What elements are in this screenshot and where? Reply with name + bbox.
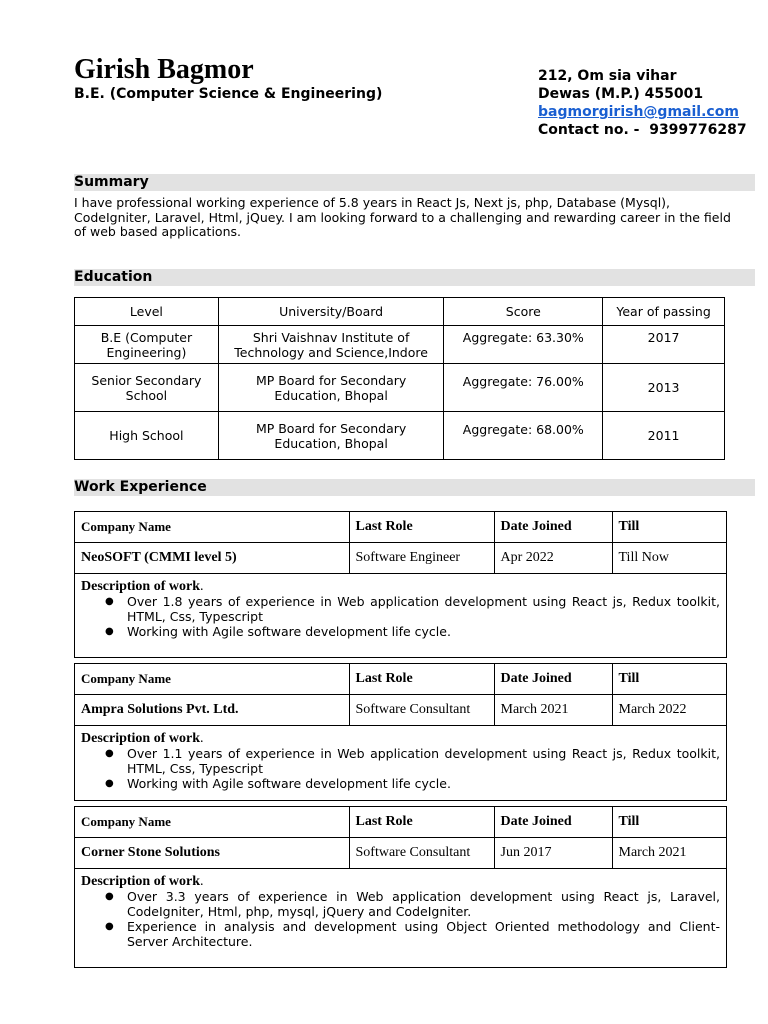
job-role: Software Consultant [349, 695, 494, 726]
job-entry [74, 663, 727, 801]
job-header-row [75, 807, 726, 838]
job-bullet-list [81, 746, 720, 791]
job-header-role: Last Role [349, 512, 494, 543]
address-line-2: Dewas (M.P.) 455001 [538, 86, 704, 102]
job-header-row [75, 664, 726, 695]
job-bullet: ● Over 1.8 years of experience in Web application development using React js, Redux toolkit, HTML, Css, Typescript [127, 594, 720, 624]
education-cell: 2017 [603, 326, 725, 364]
job-description [75, 869, 726, 949]
job-description [75, 574, 726, 639]
job-bullet: ● Over 1.1 years of experience in Web application development using React js, Redux toolkit, HTML, Css, Typescript [127, 746, 720, 776]
job-header-company: Company Name [75, 807, 349, 838]
job-header-company: Company Name [75, 664, 349, 695]
summary-text: I have professional working experience of 5.8 years in React Js, Next js, php, Database (Mysql), CodeIgniter, Laravel, Html, jQuey. I am looking forward to a challenging and rewarding career in the field of web based applications. [74, 195, 731, 239]
job-row [75, 838, 726, 869]
education-cell: High School [75, 412, 219, 460]
work-experience-heading: Work Experience [74, 479, 755, 496]
job-table [75, 512, 726, 574]
description-label: Description of work. [81, 579, 204, 594]
job-bullet-list [81, 594, 720, 639]
job-role: Software Consultant [349, 838, 494, 869]
education-header-cell: Year of passing [603, 298, 725, 326]
job-header-joined: Date Joined [494, 664, 612, 695]
description-label: Description of work. [81, 731, 204, 746]
education-cell: B.E (Computer Engineering) [75, 326, 219, 364]
description-label: Description of work. [81, 874, 204, 889]
contact-label: Contact no. - [538, 122, 640, 138]
education-header-cell: Score [444, 298, 603, 326]
contact-number-line [538, 121, 747, 139]
candidate-degree: B.E. (Computer Science & Engineering) [74, 86, 383, 102]
job-table [75, 664, 726, 726]
job-company: NeoSOFT (CMMI level 5) [75, 543, 349, 574]
job-entry [74, 511, 727, 658]
education-cell: 2011 [603, 412, 725, 460]
job-joined: Apr 2022 [494, 543, 612, 574]
education-row [75, 412, 725, 460]
job-till: March 2022 [612, 695, 726, 726]
job-header-till: Till [612, 512, 726, 543]
address-line-1: 212, Om sia vihar [538, 68, 677, 84]
job-header-row [75, 512, 726, 543]
job-description [75, 726, 726, 791]
education-cell: Aggregate: 76.00% [444, 364, 603, 412]
education-cell: 2013 [603, 364, 725, 412]
contact-number: 9399776287 [649, 122, 747, 138]
job-joined: Jun 2017 [494, 838, 612, 869]
education-table [74, 297, 725, 460]
job-header-till: Till [612, 664, 726, 695]
education-heading: Education [74, 269, 755, 286]
education-cell: MP Board for Secondary Education, Bhopal [218, 412, 444, 460]
education-cell: Senior Secondary School [75, 364, 219, 412]
job-joined: March 2021 [494, 695, 612, 726]
education-row [75, 364, 725, 412]
contact-block [538, 67, 747, 139]
job-header-company: Company Name [75, 512, 349, 543]
job-till: Till Now [612, 543, 726, 574]
education-header-cell: University/Board [218, 298, 444, 326]
education-header-cell: Level [75, 298, 219, 326]
education-row [75, 326, 725, 364]
education-header-row [75, 298, 725, 326]
job-table [75, 807, 726, 869]
summary-heading: Summary [74, 174, 755, 191]
job-entry [74, 806, 727, 968]
job-bullet-list [81, 889, 720, 949]
job-row [75, 695, 726, 726]
job-company: Ampra Solutions Pvt. Ltd. [75, 695, 349, 726]
education-cell: Aggregate: 63.30% [444, 326, 603, 364]
education-cell: Aggregate: 68.00% [444, 412, 603, 460]
job-bullet: ● Over 3.3 years of experience in Web application development using React js, Laravel, CodeIgniter, Html, php, mysql, jQuery and CodeIgniter. [127, 889, 720, 919]
job-bullet: ● Experience in analysis and development using Object Oriented methodology and Client-Server Architecture. [127, 919, 720, 949]
job-company: Corner Stone Solutions [75, 838, 349, 869]
job-header-till: Till [612, 807, 726, 838]
job-bullet: ● Working with Agile software development life cycle. [127, 776, 720, 791]
email-link[interactable]: bagmorgirish@gmail.com [538, 104, 739, 120]
job-bullet: ● Working with Agile software development life cycle. [127, 624, 720, 639]
job-till: March 2021 [612, 838, 726, 869]
job-header-role: Last Role [349, 664, 494, 695]
job-role: Software Engineer [349, 543, 494, 574]
job-row [75, 543, 726, 574]
candidate-name: Girish Bagmor [74, 54, 254, 85]
education-cell: Shri Vaishnav Institute of Technology and Science,Indore [218, 326, 444, 364]
job-header-joined: Date Joined [494, 512, 612, 543]
job-header-role: Last Role [349, 807, 494, 838]
job-header-joined: Date Joined [494, 807, 612, 838]
education-cell: MP Board for Secondary Education, Bhopal [218, 364, 444, 412]
